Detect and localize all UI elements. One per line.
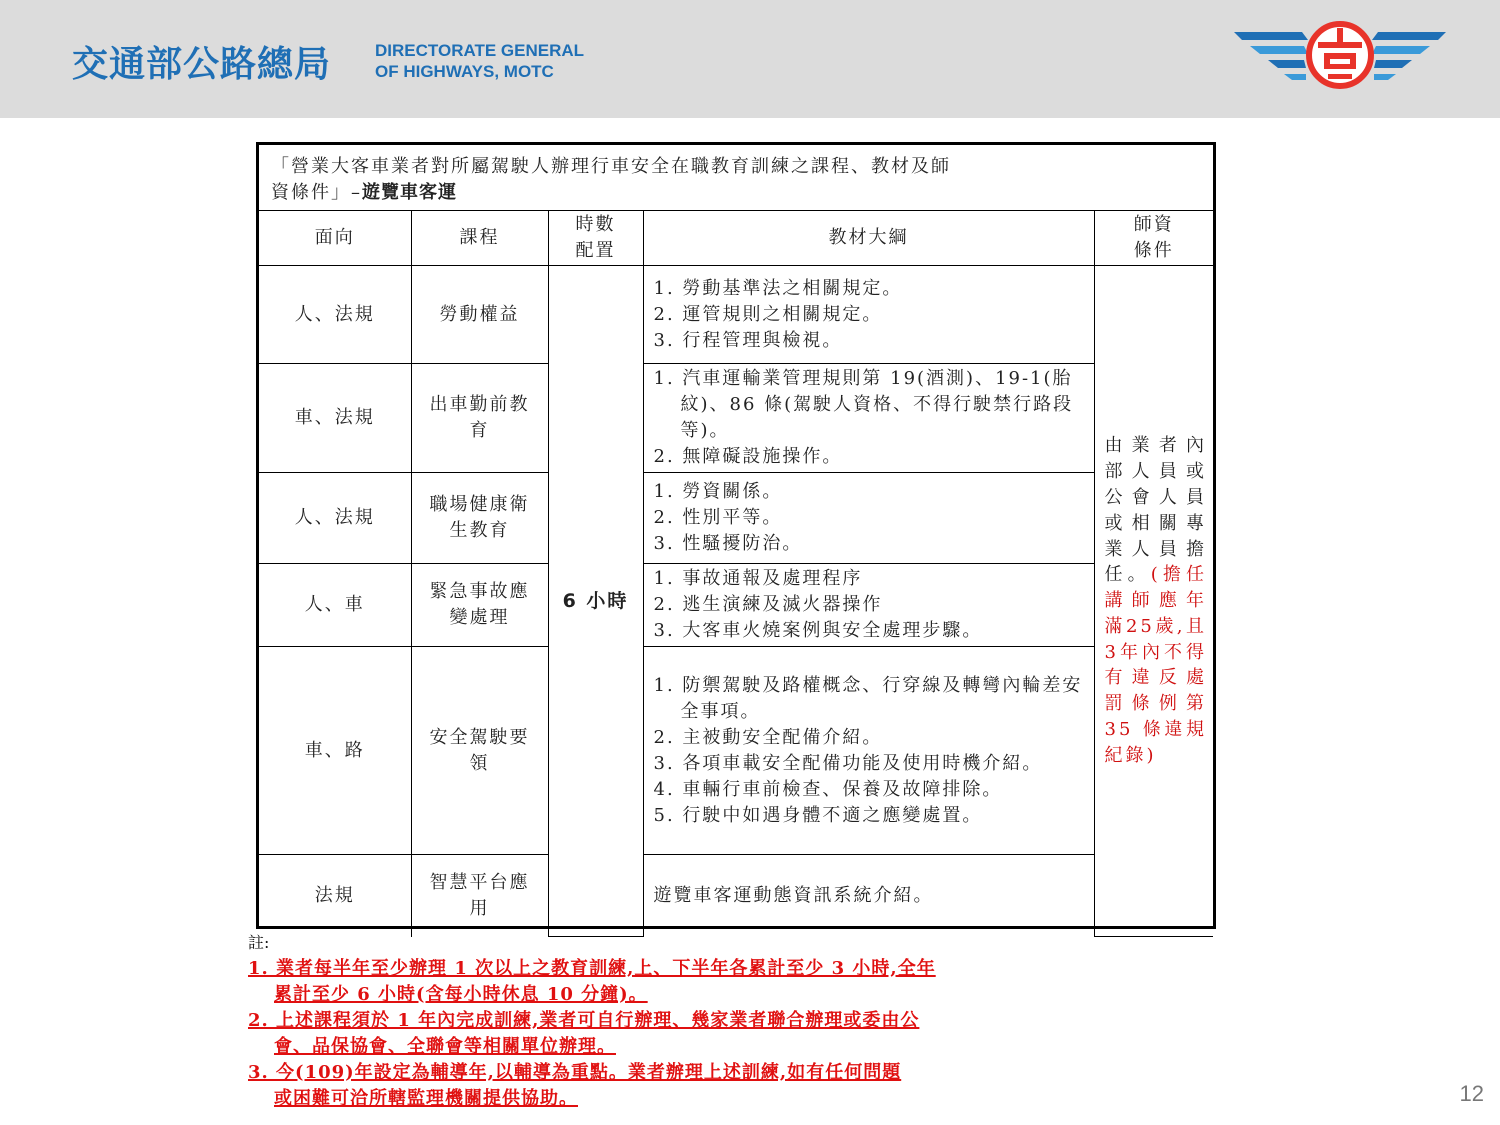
- page-number: 12: [1459, 1081, 1484, 1106]
- row-course: [411, 855, 548, 937]
- org-name-english-line2: OF HIGHWAYS, MOTC: [375, 62, 554, 81]
- teacher-age-note: (擔任講師應年滿25歲,且3年內不得有違反處罰條例第 35 條違規紀錄): [1104, 564, 1207, 766]
- course-grid: [259, 211, 1213, 937]
- header-teacher-line1: 師資: [1133, 214, 1174, 235]
- outline-item: 2. 逃生演練及滅火器操作: [653, 594, 883, 615]
- outline-item: 2. 性別平等。: [653, 507, 783, 528]
- row-course-text: 職場健康衛生教育: [429, 494, 530, 541]
- row-outline: [643, 564, 1094, 647]
- row-course: [411, 364, 548, 473]
- outline-item: 5. 行駛中如遇身體不適之應變處置。: [653, 804, 983, 826]
- outline-item: 2. 運管規則之相關規定。: [653, 303, 883, 325]
- row-aspect: 人、車: [259, 564, 411, 647]
- table-row: [259, 364, 1213, 473]
- header-course: 課程: [411, 211, 548, 266]
- table-title-line2-prefix: 資條件」–: [271, 182, 362, 203]
- outline-item: 3. 性騷擾防治。: [653, 533, 803, 554]
- row-aspect: 人、法規: [259, 266, 411, 364]
- table-title-line1: 「營業大客車業者對所屬駕駛人辦理行車安全在職教育訓練之課程、教材及師: [271, 156, 951, 177]
- notes-label: 註:: [248, 933, 270, 952]
- header-hours-line2: 配置: [575, 240, 616, 261]
- outline-item: 3. 大客車火燒案例與安全處理步驟。: [653, 620, 983, 641]
- outline-item: 3. 行程管理與檢視。: [653, 329, 843, 351]
- outline-item: 1. 勞資關係。: [653, 481, 783, 502]
- teacher-requirements: [1094, 266, 1213, 937]
- note-line: 3. 今(109)年設定為輔導年,以輔導為重點。業者辦理上述訓練,如有任何問題: [248, 1062, 902, 1083]
- row-course: [411, 564, 548, 647]
- org-name-chinese: 交通部公路總局: [72, 44, 332, 85]
- row-course-text: 緊急事故應變處理: [429, 581, 530, 628]
- table-row: [259, 473, 1213, 564]
- row-aspect: 車、法規: [259, 364, 411, 473]
- teacher-text: 由業者內部人員或公會人員或相關專業人員擔任。: [1104, 435, 1207, 586]
- table-header-row: [259, 211, 1213, 266]
- note-item: [248, 1060, 1228, 1112]
- table-title-category: 遊覽車客運: [362, 182, 457, 203]
- note-line: 2. 上述課程須於 1 年內完成訓練,業者可自行辦理、幾家業者聯合辦理或委由公: [248, 1010, 920, 1031]
- note-line: 或困難可洽所轄監理機關提供協助。: [274, 1088, 578, 1109]
- course-table: [256, 142, 1216, 929]
- row-course-text: 智慧平台應用: [429, 871, 530, 919]
- header-teacher-line2: 條件: [1133, 240, 1174, 261]
- row-aspect: 人、法規: [259, 473, 411, 564]
- table-title: [259, 145, 1213, 211]
- table-row: [259, 647, 1213, 855]
- row-outline: [643, 647, 1094, 855]
- outline-item: 1. 勞動基準法之相關規定。: [653, 277, 903, 299]
- header-outline: 教材大綱: [643, 211, 1094, 266]
- header-teacher: [1094, 211, 1213, 266]
- header-bar: [0, 0, 1500, 118]
- table-row: [259, 855, 1213, 937]
- row-course-text: 出車勤前教育: [429, 394, 530, 441]
- row-outline: [643, 473, 1094, 564]
- row-course: [411, 647, 548, 855]
- row-outline: [643, 855, 1094, 937]
- header-aspect: 面向: [259, 211, 411, 266]
- row-course-text: 勞動權益: [439, 303, 520, 325]
- row-course: [411, 473, 548, 564]
- outline-item: 2. 主被動安全配備介紹。: [653, 726, 883, 748]
- note-line: 1. 業者每半年至少辦理 1 次以上之教育訓練,上、下半年各累計至少 3 小時,全年: [248, 958, 936, 979]
- note-item: [248, 956, 1228, 1008]
- note-item: [248, 1008, 1228, 1060]
- outline-item: 1. 事故通報及處理程序: [653, 568, 863, 589]
- outline-item: 3. 各項車載安全配備功能及使用時機介紹。: [653, 752, 1043, 774]
- header-hours-line1: 時數: [575, 214, 616, 235]
- org-name-english-line1: DIRECTORATE GENERAL: [375, 41, 585, 60]
- note-line: 累計至少 6 小時(含每小時休息 10 分鐘)。: [274, 984, 648, 1005]
- outline-item: 遊覽車客運動態資訊系統介紹。: [653, 884, 934, 906]
- row-aspect: 車、路: [259, 647, 411, 855]
- org-name-english: [375, 40, 584, 82]
- table-row: [259, 564, 1213, 647]
- notes-section: [248, 930, 1228, 1112]
- outline-item: 2. 無障礙設施操作。: [653, 446, 843, 467]
- highway-logo-icon: [1232, 20, 1448, 90]
- outline-item: 1. 防禦駕駛及路權概念、行穿線及轉彎內輪差安全事項。: [653, 674, 1083, 722]
- row-course-text: 安全駕駛要領: [429, 726, 530, 774]
- header-hours: [548, 211, 643, 266]
- note-line: 會、品保協會、全聯會等相關單位辦理。: [274, 1036, 616, 1057]
- outline-item: 4. 車輛行車前檢查、保養及故障排除。: [653, 778, 1003, 800]
- outline-item: 1. 汽車運輸業管理規則第 19(酒測)、19-1(胎紋)、86 條(駕駛人資格、不得行駛禁行路段等)。: [653, 368, 1074, 441]
- hours-cell: 6 小時: [548, 266, 643, 937]
- table-row: [259, 266, 1213, 364]
- row-outline: [643, 364, 1094, 473]
- row-course: [411, 266, 548, 364]
- row-outline: [643, 266, 1094, 364]
- row-aspect: 法規: [259, 855, 411, 937]
